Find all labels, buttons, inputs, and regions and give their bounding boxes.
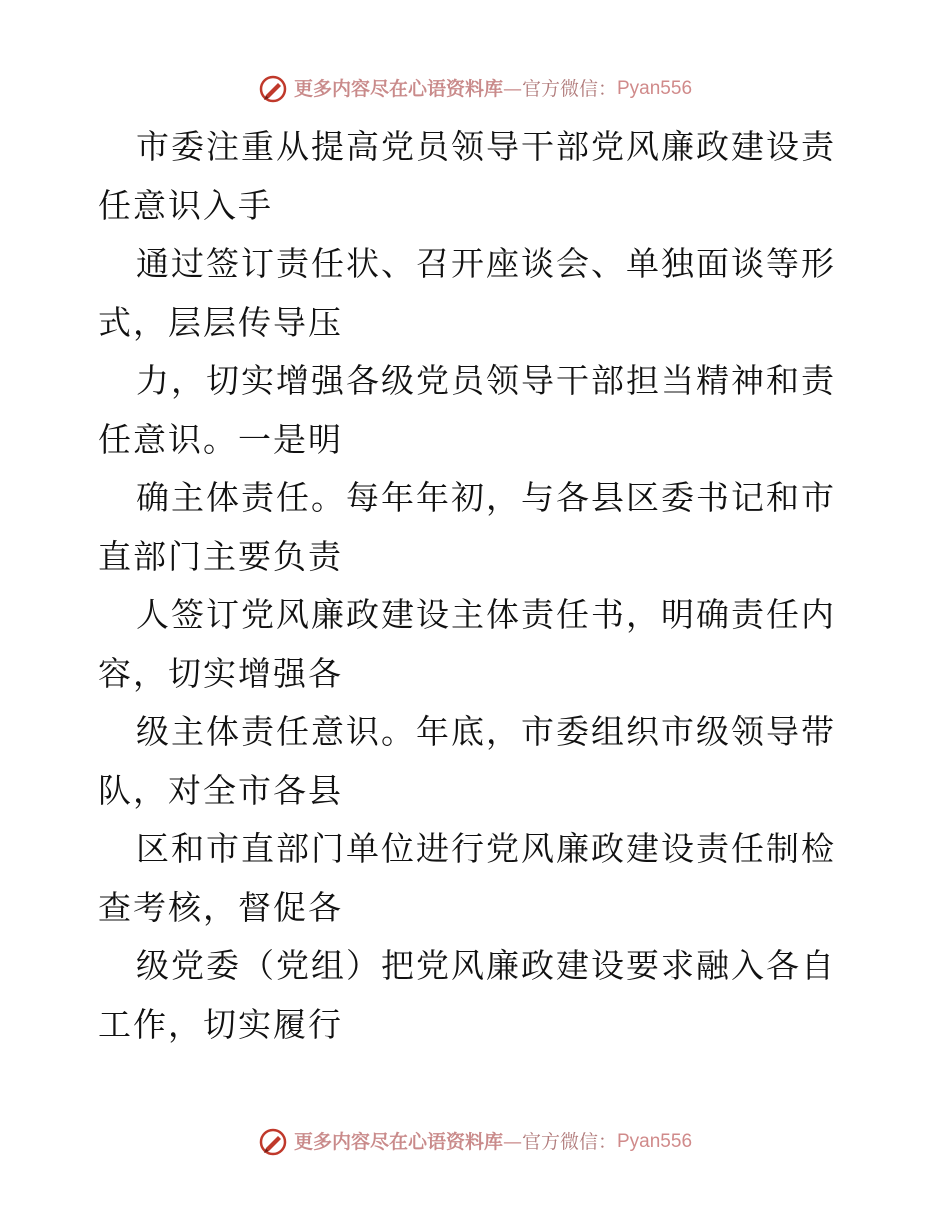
watermark-label: 官方微信： [521, 1131, 617, 1153]
pen-logo-icon [258, 1127, 288, 1157]
watermark-dash: — [502, 78, 522, 100]
paragraph-4: 确主体责任。每年年初，与各县区委书记和市直部门主要负责 [98, 478, 836, 576]
header-watermark [0, 74, 950, 104]
watermark-brand: 更多内容尽在心语资料库 [293, 1131, 503, 1153]
watermark-label: 官方微信： [521, 78, 617, 100]
watermark-wechat-id: Pyan556 [617, 78, 693, 99]
paragraph-1: 市委注重从提高党员领导干部党风廉政建设责任意识入手 [98, 127, 836, 225]
paragraph-3: 力，切实增强各级党员领导干部担当精神和责任意识。一是明 [98, 361, 836, 459]
paragraph-7: 区和市直部门单位进行党风廉政建设责任制检查考核，督促各 [98, 829, 836, 927]
paragraph-2: 通过签订责任状、召开座谈会、单独面谈等形式，层层传导压 [98, 244, 836, 342]
paragraph-5: 人签订党风廉政建设主体责任书，明确责任内容，切实增强各 [98, 595, 836, 693]
footer-watermark [0, 1127, 950, 1157]
paragraph-6: 级主体责任意识。年底，市委组织市级领导带队，对全市各县 [98, 712, 836, 810]
watermark-brand: 更多内容尽在心语资料库 [293, 78, 503, 100]
watermark-wechat-id: Pyan556 [617, 1131, 693, 1152]
pen-logo-icon [258, 74, 288, 104]
paragraph-8: 级党委（党组）把党风廉政建设要求融入各自工作，切实履行 [98, 946, 836, 1044]
document-body [98, 118, 858, 1054]
watermark-dash: — [502, 1131, 522, 1153]
